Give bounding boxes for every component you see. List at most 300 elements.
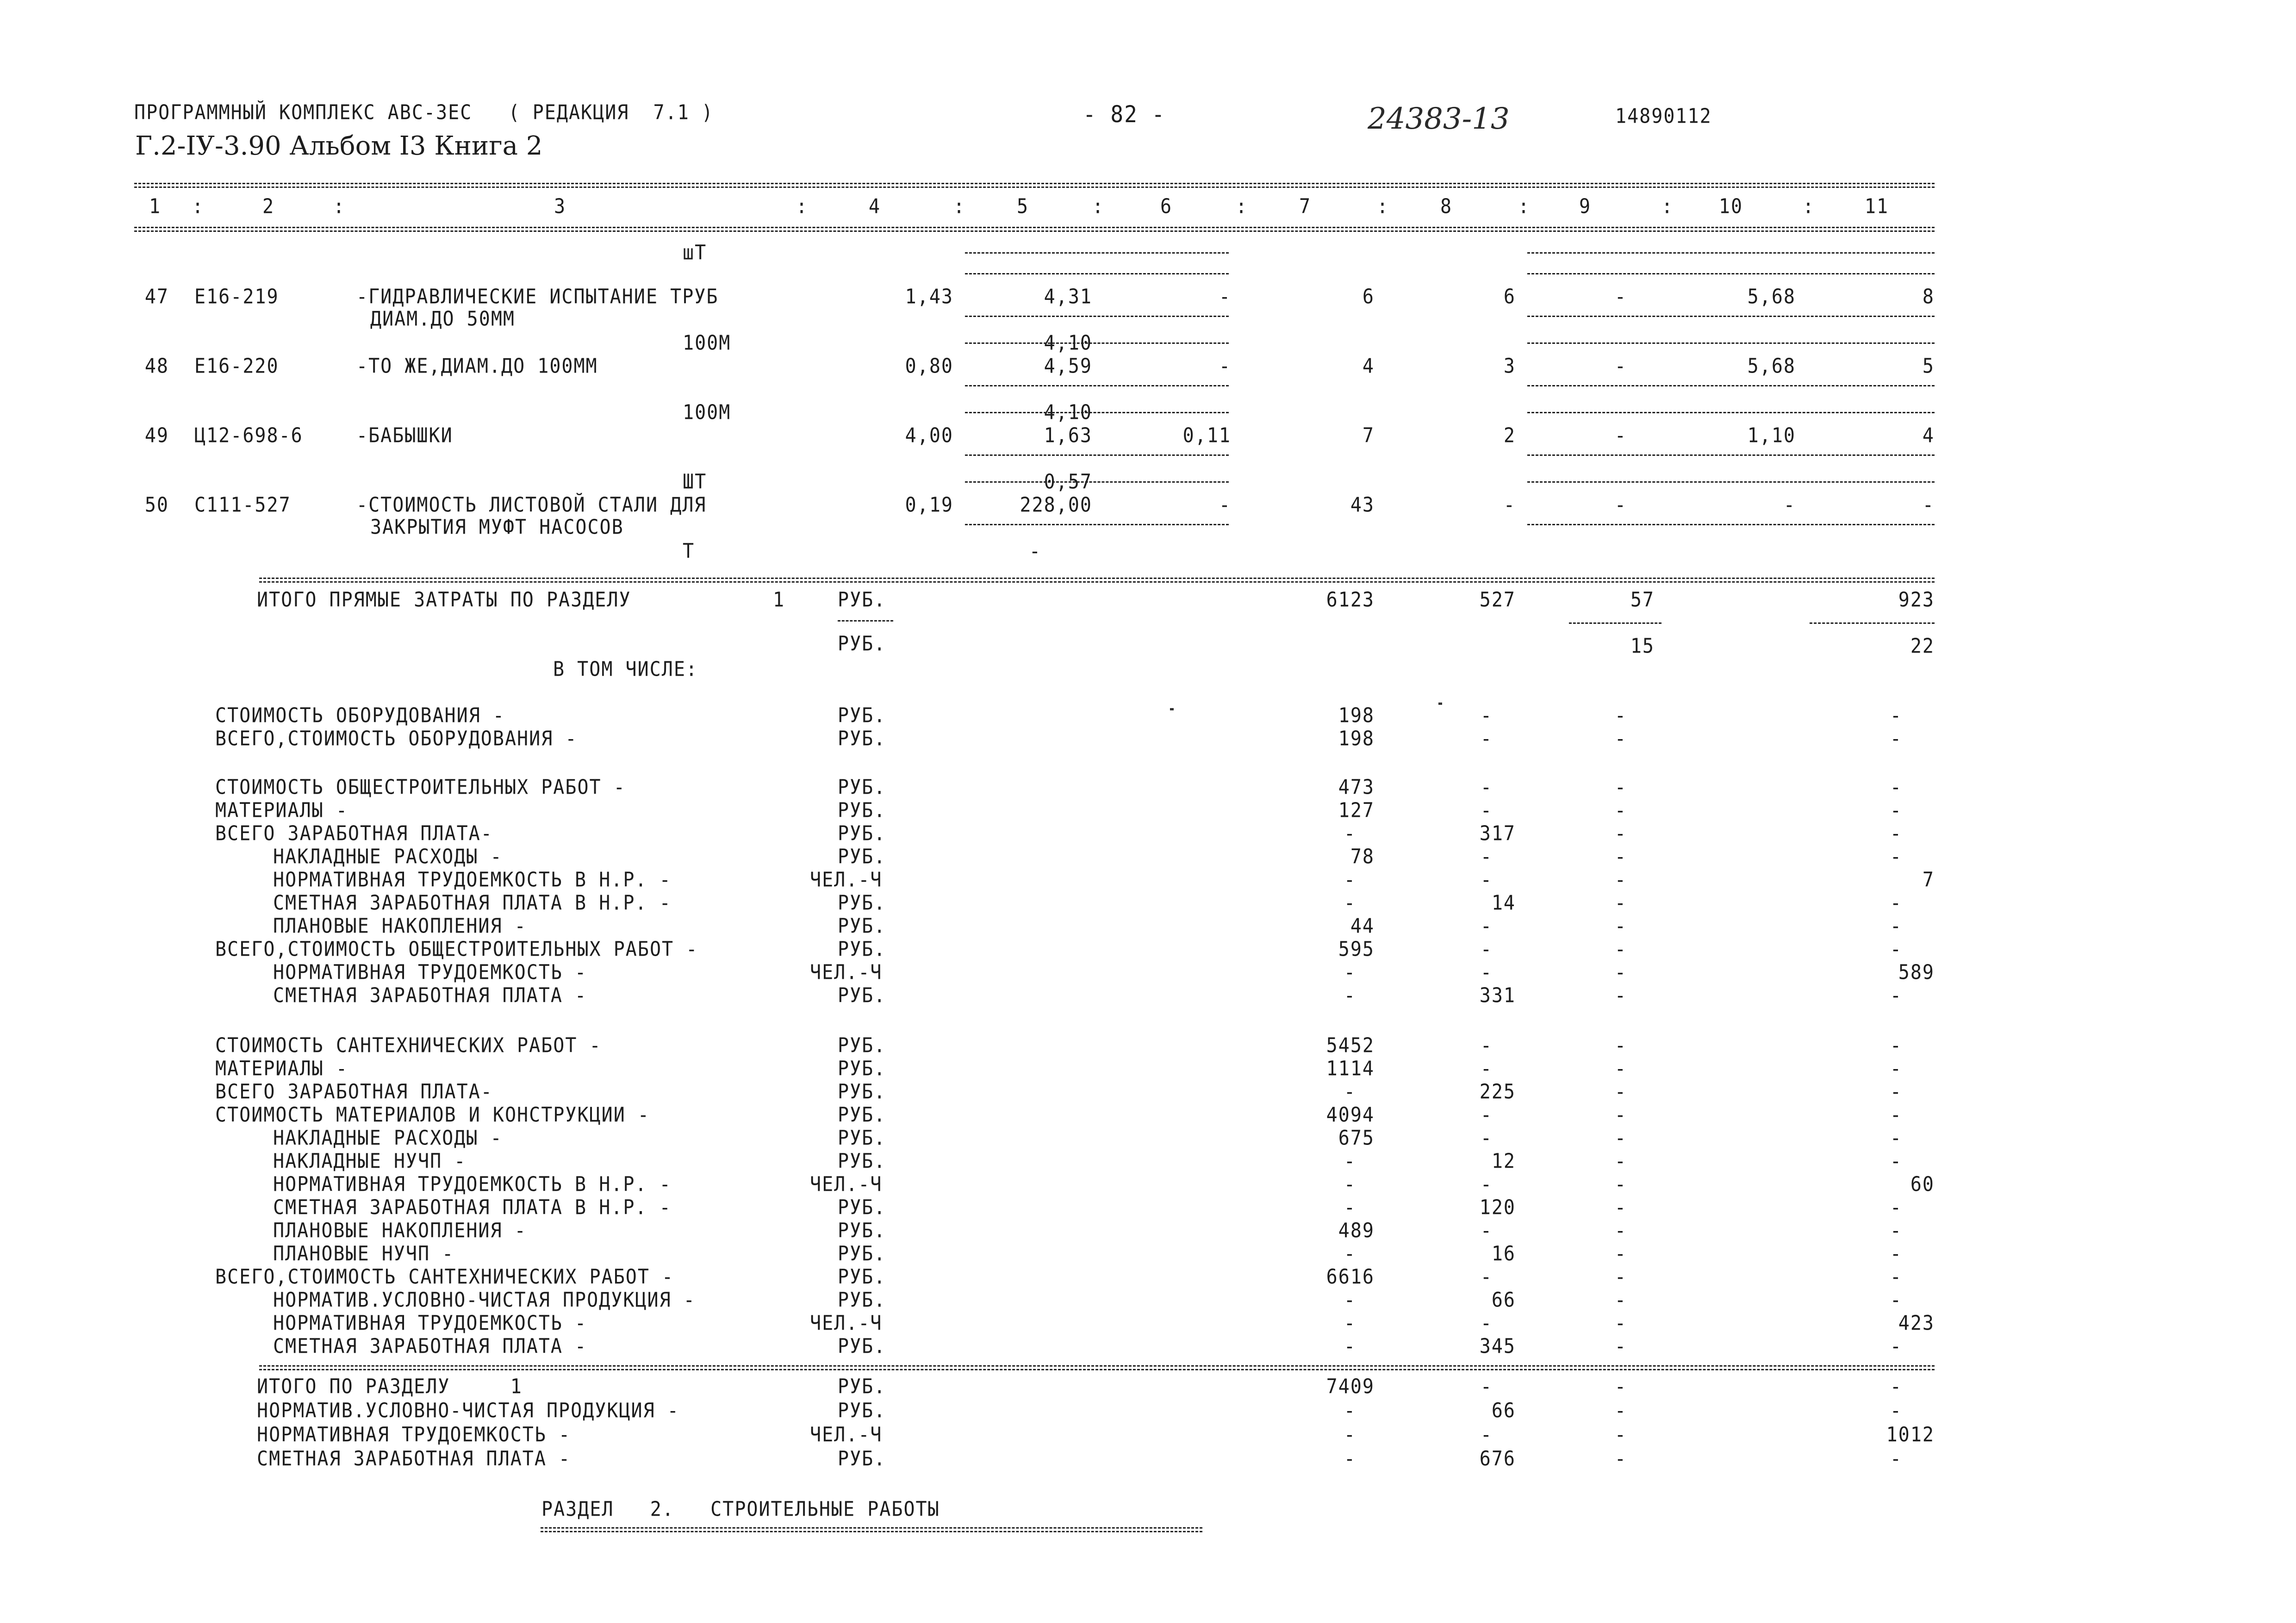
summary-label: СТОИМОСТЬ ОБОРУДОВАНИЯ - xyxy=(215,704,505,728)
summary-label: ВСЕГО,СТОИМОСТЬ ОБОРУДОВАНИЯ - xyxy=(215,727,578,751)
summary-label: НОРМАТИВ.УСЛОВНО-ЧИСТАЯ ПРОДУКЦИЯ - xyxy=(273,1288,696,1312)
summary-label: ПЛАНОВЫЕ НУЧП - xyxy=(273,1242,454,1266)
summary-c9: - xyxy=(1614,961,1627,984)
summary-wage: - xyxy=(1480,1057,1493,1081)
item-quantity: 0,19 xyxy=(905,493,953,517)
column-rule xyxy=(965,342,1229,344)
item-machine-cost: - xyxy=(1219,354,1231,378)
column-rule xyxy=(1569,622,1661,624)
total-direct-c9-wage: 15 xyxy=(1630,634,1655,658)
summary-cost: - xyxy=(1344,1196,1356,1219)
section-total-label: ИТОГО ПО РАЗДЕЛУ 1 xyxy=(257,1375,523,1399)
next-section-title: РАЗДЕЛ 2. СТРОИТЕЛЬНЫЕ РАБОТЫ xyxy=(541,1498,940,1521)
summary-cost: 78 xyxy=(1350,845,1375,869)
summary-cost: 198 xyxy=(1338,704,1375,728)
summary-unit: РУБ. xyxy=(838,984,886,1007)
section-total-unit: РУБ. xyxy=(838,1375,886,1399)
item-total: 6 xyxy=(1362,285,1375,309)
summary-labor: - xyxy=(1890,1335,1902,1358)
summary-label: НОРМАТИВНАЯ ТРУДОЕМКОСТЬ В Н.Р. - xyxy=(273,868,672,892)
column-number: 5 xyxy=(1016,195,1029,218)
summary-cost: - xyxy=(1344,1150,1356,1173)
summary-unit: РУБ. xyxy=(838,1150,886,1173)
summary-unit: РУБ. xyxy=(838,799,886,822)
item-unit-cost-wage: 4,10 xyxy=(1044,331,1092,355)
summary-c9: - xyxy=(1614,1080,1627,1104)
section-total-c9: - xyxy=(1614,1447,1627,1471)
summary-unit: РУБ. xyxy=(838,727,886,751)
column-rule xyxy=(1527,412,1935,413)
summary-labor: - xyxy=(1890,984,1902,1007)
summary-unit: РУБ. xyxy=(838,914,886,938)
summary-unit: РУБ. xyxy=(838,1103,886,1127)
total-direct-c9: 57 xyxy=(1630,588,1655,612)
item-number: 47 xyxy=(144,285,169,309)
column-rule xyxy=(1527,316,1935,317)
summary-unit: РУБ. xyxy=(838,1034,886,1057)
summary-wage: - xyxy=(1480,961,1493,984)
summary-wage: 317 xyxy=(1479,822,1516,846)
summary-label: СТОИМОСТЬ ОБЩЕСТРОИТЕЛЬНЫХ РАБОТ - xyxy=(215,776,626,799)
summary-wage: - xyxy=(1480,727,1493,751)
total-direct-labor: 923 xyxy=(1898,588,1935,612)
summary-label: ВСЕГО,СТОИМОСТЬ САНТЕХНИЧЕСКИХ РАБОТ - xyxy=(215,1265,674,1289)
summary-c9: - xyxy=(1614,1034,1627,1057)
summary-c9: - xyxy=(1614,1173,1627,1196)
column-separator: : xyxy=(1518,195,1531,218)
section-total-labor: - xyxy=(1890,1447,1902,1471)
item-code: Е16-219 xyxy=(194,285,279,309)
total-direct-unit-2: РУБ. xyxy=(838,632,886,656)
summary-cost: - xyxy=(1344,891,1356,915)
summary-wage: 345 xyxy=(1479,1335,1516,1358)
summary-wage: 12 xyxy=(1491,1150,1516,1173)
item-unit-cost: 228,00 xyxy=(1020,493,1092,517)
item-number: 50 xyxy=(144,493,169,517)
summary-c9: - xyxy=(1614,1312,1627,1335)
summary-labor: - xyxy=(1890,1080,1902,1104)
summary-wage: - xyxy=(1480,914,1493,938)
column-number: 1 xyxy=(149,195,162,218)
section-total-labor: 1012 xyxy=(1886,1423,1935,1447)
summary-wage: - xyxy=(1480,1173,1493,1196)
column-separator: : xyxy=(333,195,346,218)
column-rule xyxy=(1527,524,1935,525)
item-name: ЗАКРЫТИЯ МУФТ НАСОСОВ xyxy=(370,516,624,539)
summary-label: НОРМАТИВНАЯ ТРУДОЕМКОСТЬ - xyxy=(273,961,587,984)
column-rule xyxy=(1527,454,1935,456)
column-number: 4 xyxy=(868,195,881,218)
item-wage: 6 xyxy=(1503,285,1516,309)
item-c9: - xyxy=(1614,493,1627,517)
column-rule xyxy=(1527,385,1935,386)
summary-c9: - xyxy=(1614,799,1627,822)
summary-wage: 331 xyxy=(1479,984,1516,1007)
column-separator: : xyxy=(1236,195,1248,218)
summary-cost: - xyxy=(1344,984,1356,1007)
summary-unit: РУБ. xyxy=(838,776,886,799)
section-total-rule xyxy=(259,1365,1935,1370)
summary-labor: - xyxy=(1890,704,1902,728)
summary-cost: - xyxy=(1344,1335,1356,1358)
summary-labor: - xyxy=(1890,776,1902,799)
column-separator: : xyxy=(1092,195,1105,218)
summary-cost: 595 xyxy=(1338,938,1375,961)
summary-cost: 675 xyxy=(1338,1126,1375,1150)
section-total-label: СМЕТНАЯ ЗАРАБОТНАЯ ПЛАТА - xyxy=(257,1447,571,1471)
summary-wage: - xyxy=(1480,1126,1493,1150)
item-unit-cost: 1,63 xyxy=(1044,424,1092,448)
column-rule xyxy=(965,252,1229,254)
summary-c9: - xyxy=(1614,1196,1627,1219)
column-number: 6 xyxy=(1160,195,1173,218)
item-c9: - xyxy=(1614,354,1627,378)
summary-wage: - xyxy=(1480,799,1493,822)
summary-cost: - xyxy=(1344,1080,1356,1104)
summary-c9: - xyxy=(1614,845,1627,869)
summary-unit: ЧЕЛ.-Ч xyxy=(810,1173,883,1196)
summary-cost: - xyxy=(1344,961,1356,984)
item-labor: - xyxy=(1922,493,1935,517)
item-c9: - xyxy=(1614,285,1627,309)
summary-unit: РУБ. xyxy=(838,1126,886,1150)
summary-label: СМЕТНАЯ ЗАРАБОТНАЯ ПЛАТА - xyxy=(273,1335,587,1358)
summary-c9: - xyxy=(1614,1288,1627,1312)
summary-c9: - xyxy=(1614,1335,1627,1358)
summary-unit: РУБ. xyxy=(838,1196,886,1219)
total-direct-label: ИТОГО ПРЯМЫЕ ЗАТРАТЫ ПО РАЗДЕЛУ xyxy=(257,588,631,612)
total-direct-unit: РУБ. xyxy=(838,588,886,612)
section-total-labor: - xyxy=(1890,1375,1902,1399)
column-separator: : xyxy=(192,195,205,218)
summary-unit: РУБ. xyxy=(838,1335,886,1358)
summary-labor: 423 xyxy=(1898,1312,1935,1335)
summary-labor: 60 xyxy=(1910,1173,1935,1196)
summary-unit: РУБ. xyxy=(838,891,886,915)
column-rule xyxy=(965,273,1229,274)
item-unit: Т xyxy=(683,540,695,563)
summary-unit: РУБ. xyxy=(838,1288,886,1312)
summary-label: СМЕТНАЯ ЗАРАБОТНАЯ ПЛАТА В Н.Р. - xyxy=(273,891,672,915)
section-total-wage: - xyxy=(1480,1375,1493,1399)
section-total-label: НОРМАТИВНАЯ ТРУДОЕМКОСТЬ - xyxy=(257,1423,571,1447)
summary-labor: - xyxy=(1890,822,1902,846)
summary-wage: 66 xyxy=(1491,1288,1516,1312)
summary-cost: 127 xyxy=(1338,799,1375,822)
header-rule-bottom xyxy=(134,227,1935,232)
item-quantity: 4,00 xyxy=(905,424,953,448)
summary-cost: 198 xyxy=(1338,727,1375,751)
summary-unit: РУБ. xyxy=(838,704,886,728)
summary-c9: - xyxy=(1614,1126,1627,1150)
summary-wage: - xyxy=(1480,1265,1493,1289)
summary-label: ВСЕГО,СТОИМОСТЬ ОБЩЕСТРОИТЕЛЬНЫХ РАБОТ - xyxy=(215,938,698,961)
summary-cost: 44 xyxy=(1350,914,1375,938)
summary-label: МАТЕРИАЛЫ - xyxy=(215,1057,348,1081)
summary-labor: - xyxy=(1890,1288,1902,1312)
item-unit-cost-wage: 0,57 xyxy=(1044,470,1092,494)
summary-labor: - xyxy=(1890,1103,1902,1127)
column-rule xyxy=(965,412,1229,413)
item-total: 4 xyxy=(1362,354,1375,378)
item-wage: 3 xyxy=(1503,354,1516,378)
column-rule xyxy=(1527,481,1935,483)
item-c9: - xyxy=(1614,424,1627,448)
section-total-c9: - xyxy=(1614,1375,1627,1399)
summary-labor: - xyxy=(1890,938,1902,961)
summary-c9: - xyxy=(1614,704,1627,728)
column-separator: : xyxy=(1661,195,1674,218)
item-labor-rate: - xyxy=(1783,493,1796,517)
summary-wage: 120 xyxy=(1479,1196,1516,1219)
column-rule xyxy=(1527,252,1935,254)
scan-mark xyxy=(1170,708,1174,710)
summary-labor: - xyxy=(1890,914,1902,938)
summary-c9: - xyxy=(1614,938,1627,961)
summary-cost: 473 xyxy=(1338,776,1375,799)
summary-label: СМЕТНАЯ ЗАРАБОТНАЯ ПЛАТА - xyxy=(273,984,587,1007)
summary-label: НАКЛАДНЫЕ НУЧП - xyxy=(273,1150,467,1173)
header-rule-top xyxy=(134,183,1935,188)
item-labor: 8 xyxy=(1922,285,1935,309)
item-unit: 100М xyxy=(683,331,731,355)
summary-label: ПЛАНОВЫЕ НАКОПЛЕНИЯ - xyxy=(273,1219,527,1243)
item-unit-cost-wage: 4,10 xyxy=(1044,401,1092,424)
column-rule xyxy=(965,524,1229,525)
summary-unit: РУБ. xyxy=(838,822,886,846)
album-title: Г.2-IУ-3.90 Альбом I3 Книга 2 xyxy=(135,131,543,161)
item-total: 43 xyxy=(1350,493,1375,517)
summary-unit: ЧЕЛ.-Ч xyxy=(810,961,883,984)
column-number: 9 xyxy=(1579,195,1592,218)
item-machine-cost: - xyxy=(1219,285,1231,309)
section-total-unit: РУБ. xyxy=(838,1399,886,1423)
summary-wage: 225 xyxy=(1479,1080,1516,1104)
summary-label: СТОИМОСТЬ МАТЕРИАЛОВ И КОНСТРУКЦИИ - xyxy=(215,1103,650,1127)
next-section-underline xyxy=(541,1527,1202,1532)
section-total-label: НОРМАТИВ.УСЛОВНО-ЧИСТАЯ ПРОДУКЦИЯ - xyxy=(257,1399,679,1423)
summary-wage: - xyxy=(1480,704,1493,728)
section-total-wage: 676 xyxy=(1479,1447,1516,1471)
column-rule xyxy=(1810,622,1935,624)
summary-labor: - xyxy=(1890,727,1902,751)
column-separator: : xyxy=(1803,195,1815,218)
item-number: 49 xyxy=(144,424,169,448)
summary-wage: - xyxy=(1480,776,1493,799)
summary-c9: - xyxy=(1614,1219,1627,1243)
item-unit-cost: 4,31 xyxy=(1044,285,1092,309)
column-rule xyxy=(965,481,1229,483)
column-number: 11 xyxy=(1864,195,1889,218)
summary-wage: - xyxy=(1480,1103,1493,1127)
summary-c9: - xyxy=(1614,1242,1627,1266)
total-direct-wage: 527 xyxy=(1479,588,1516,612)
summary-c9: - xyxy=(1614,984,1627,1007)
column-rule xyxy=(1527,273,1935,274)
column-number: 8 xyxy=(1440,195,1453,218)
summary-wage: - xyxy=(1480,1312,1493,1335)
summary-labor: - xyxy=(1890,845,1902,869)
item-unit: ШТ xyxy=(683,470,707,494)
summary-unit: ЧЕЛ.-Ч xyxy=(810,1312,883,1335)
summary-labor: - xyxy=(1890,891,1902,915)
summary-c9: - xyxy=(1614,1103,1627,1127)
column-rule xyxy=(965,385,1229,386)
summary-label: НОРМАТИВНАЯ ТРУДОЕМКОСТЬ В Н.Р. - xyxy=(273,1173,672,1196)
summary-cost: - xyxy=(1344,1312,1356,1335)
summary-label: СМЕТНАЯ ЗАРАБОТНАЯ ПЛАТА В Н.Р. - xyxy=(273,1196,672,1219)
summary-unit: РУБ. xyxy=(838,1265,886,1289)
summary-wage: 16 xyxy=(1491,1242,1516,1266)
handwritten-code: 24383-13 xyxy=(1368,102,1510,136)
summary-label: ПЛАНОВЫЕ НАКОПЛЕНИЯ - xyxy=(273,914,527,938)
program-name: ПРОГРАММНЫЙ КОМПЛЕКС АВС-3ЕС ( РЕДАКЦИЯ 7.1 ) xyxy=(134,101,714,124)
items-end-rule xyxy=(259,578,1935,583)
summary-label: ВСЕГО ЗАРАБОТНАЯ ПЛАТА- xyxy=(215,822,493,846)
summary-label: СТОИМОСТЬ САНТЕХНИЧЕСКИХ РАБОТ - xyxy=(215,1034,602,1057)
summary-c9: - xyxy=(1614,1057,1627,1081)
summary-cost: - xyxy=(1344,1173,1356,1196)
section-total-unit: ЧЕЛ.-Ч xyxy=(810,1423,883,1447)
summary-cost: 4094 xyxy=(1326,1103,1375,1127)
item-wage: 2 xyxy=(1503,424,1516,448)
item-machine-cost: 0,11 xyxy=(1182,424,1231,448)
column-rule xyxy=(1527,342,1935,344)
column-separator: : xyxy=(953,195,966,218)
item-unit-cost-wage: - xyxy=(1029,540,1041,563)
column-number: 7 xyxy=(1299,195,1312,218)
summary-labor: - xyxy=(1890,1126,1902,1150)
summary-labor: 7 xyxy=(1922,868,1935,892)
item-unit-cost: 4,59 xyxy=(1044,354,1092,378)
item-number: 48 xyxy=(144,354,169,378)
summary-cost: - xyxy=(1344,822,1356,846)
summary-wage: - xyxy=(1480,1219,1493,1243)
unit-label: шТ xyxy=(683,241,707,265)
summary-c9: - xyxy=(1614,822,1627,846)
section-total-cost: - xyxy=(1344,1399,1356,1423)
summary-wage: - xyxy=(1480,1034,1493,1057)
item-name: -СТОИМОСТЬ ЛИСТОВОЙ СТАЛИ ДЛЯ xyxy=(356,493,707,517)
column-separator: : xyxy=(1377,195,1389,218)
summary-c9: - xyxy=(1614,727,1627,751)
summary-cost: 5452 xyxy=(1326,1034,1375,1057)
column-rule xyxy=(838,620,893,622)
document-number: 14890112 xyxy=(1615,105,1712,128)
summary-wage: - xyxy=(1480,938,1493,961)
column-number: 2 xyxy=(262,195,275,218)
summary-cost: - xyxy=(1344,1288,1356,1312)
section-total-wage: 66 xyxy=(1491,1399,1516,1423)
item-wage: - xyxy=(1503,493,1516,517)
column-number: 10 xyxy=(1718,195,1743,218)
summary-c9: - xyxy=(1614,868,1627,892)
item-labor: 4 xyxy=(1922,424,1935,448)
item-labor-rate: 5,68 xyxy=(1747,285,1796,309)
summary-wage: - xyxy=(1480,845,1493,869)
summary-unit: РУБ. xyxy=(838,1242,886,1266)
summary-labor: - xyxy=(1890,1057,1902,1081)
summary-labor: - xyxy=(1890,799,1902,822)
including-label: В ТОМ ЧИСЛЕ: xyxy=(553,658,698,681)
item-code: Ц12-698-6 xyxy=(194,424,303,448)
summary-labor: - xyxy=(1890,1034,1902,1057)
summary-c9: - xyxy=(1614,1150,1627,1173)
page-number: - 82 - xyxy=(1083,100,1166,128)
section-total-cost: - xyxy=(1344,1423,1356,1447)
summary-label: МАТЕРИАЛЫ - xyxy=(215,799,348,822)
summary-unit: РУБ. xyxy=(838,1080,886,1104)
summary-label: НАКЛАДНЫЕ РАСХОДЫ - xyxy=(273,845,503,869)
column-number: 3 xyxy=(554,195,566,218)
item-name: -ТО ЖЕ,ДИАМ.ДО 100ММ xyxy=(356,354,598,378)
section-total-c9: - xyxy=(1614,1423,1627,1447)
summary-c9: - xyxy=(1614,1265,1627,1289)
summary-unit: ЧЕЛ.-Ч xyxy=(810,868,883,892)
total-direct-cost: 6123 xyxy=(1326,588,1375,612)
scan-mark xyxy=(1438,703,1442,705)
column-separator: : xyxy=(796,195,809,218)
summary-c9: - xyxy=(1614,914,1627,938)
item-labor-rate: 5,68 xyxy=(1747,354,1796,378)
section-total-unit: РУБ. xyxy=(838,1447,886,1471)
item-quantity: 0,80 xyxy=(905,354,953,378)
summary-unit: РУБ. xyxy=(838,1219,886,1243)
summary-cost: 489 xyxy=(1338,1219,1375,1243)
summary-unit: РУБ. xyxy=(838,1057,886,1081)
summary-label: ВСЕГО ЗАРАБОТНАЯ ПЛАТА- xyxy=(215,1080,493,1104)
summary-wage: - xyxy=(1480,868,1493,892)
summary-unit: РУБ. xyxy=(838,845,886,869)
summary-wage: 14 xyxy=(1491,891,1516,915)
section-total-cost: - xyxy=(1344,1447,1356,1471)
section-total-wage: - xyxy=(1480,1423,1493,1447)
section-total-labor: - xyxy=(1890,1399,1902,1423)
summary-labor: - xyxy=(1890,1219,1902,1243)
summary-labor: - xyxy=(1890,1242,1902,1266)
item-labor: 5 xyxy=(1922,354,1935,378)
item-name: -ГИДРАВЛИЧЕСКИЕ ИСПЫТАНИЕ ТРУБ xyxy=(356,285,719,309)
item-quantity: 1,43 xyxy=(905,285,953,309)
summary-label: НАКЛАДНЫЕ РАСХОДЫ - xyxy=(273,1126,503,1150)
item-name: -БАБЫШКИ xyxy=(356,424,453,448)
total-direct-labor-wage: 22 xyxy=(1910,634,1935,658)
summary-cost: - xyxy=(1344,868,1356,892)
item-total: 7 xyxy=(1362,424,1375,448)
summary-labor: 589 xyxy=(1898,961,1935,984)
column-rule xyxy=(965,454,1229,456)
summary-labor: - xyxy=(1890,1196,1902,1219)
summary-cost: 1114 xyxy=(1326,1057,1375,1081)
summary-unit: РУБ. xyxy=(838,938,886,961)
summary-cost: - xyxy=(1344,1242,1356,1266)
summary-labor: - xyxy=(1890,1150,1902,1173)
item-unit: 100М xyxy=(683,401,731,424)
section-total-c9: - xyxy=(1614,1399,1627,1423)
summary-label: НОРМАТИВНАЯ ТРУДОЕМКОСТЬ - xyxy=(273,1312,587,1335)
summary-labor: - xyxy=(1890,1265,1902,1289)
summary-c9: - xyxy=(1614,776,1627,799)
column-rule xyxy=(965,316,1229,317)
summary-c9: - xyxy=(1614,891,1627,915)
item-machine-cost: - xyxy=(1219,493,1231,517)
total-direct-section: 1 xyxy=(773,588,785,612)
item-name: ДИАМ.ДО 50ММ xyxy=(370,307,515,331)
item-code: Е16-220 xyxy=(194,354,279,378)
section-total-cost: 7409 xyxy=(1326,1375,1375,1399)
item-code: С111-527 xyxy=(194,493,291,517)
item-labor-rate: 1,10 xyxy=(1747,424,1796,448)
